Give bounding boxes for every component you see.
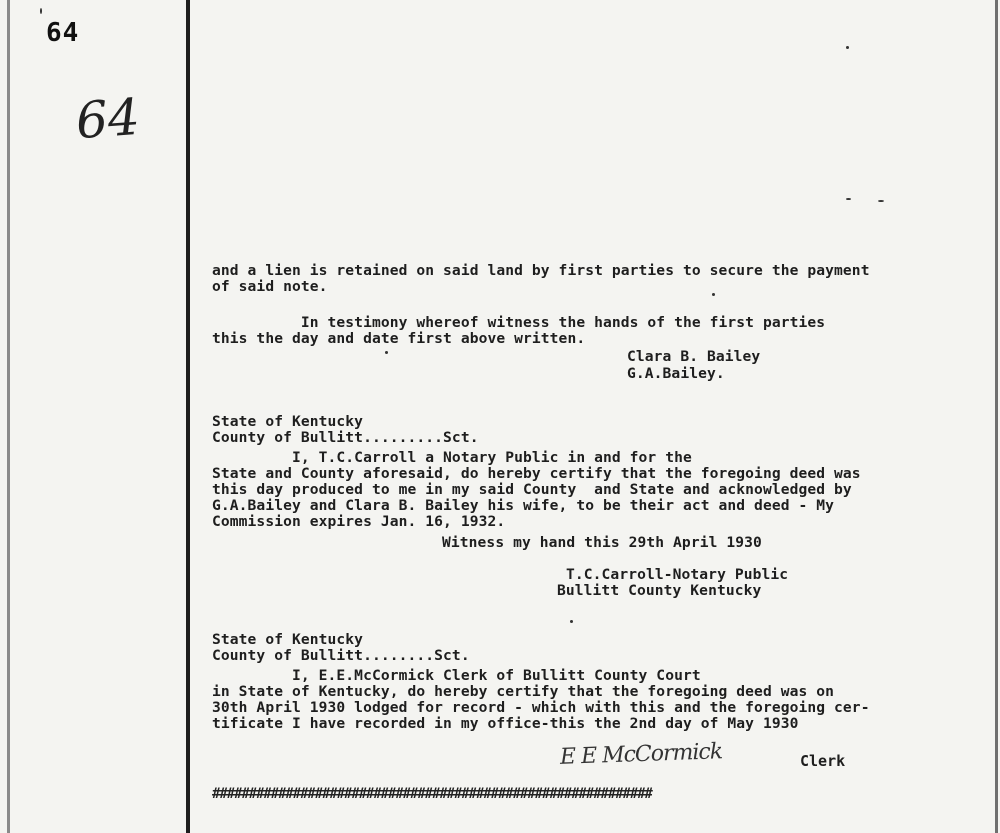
scan-speck — [846, 46, 849, 49]
scan-speck — [385, 351, 388, 354]
handwritten-page-number: 64 — [74, 87, 142, 151]
ack-body-line-1: I, T.C.Carroll a Notary Public in and for the — [212, 449, 692, 466]
end-separator: ############################################################ — [212, 786, 652, 802]
ack-witness: Witness my hand this 29th April 1930 — [442, 534, 762, 551]
clerk-body-line-1: I, E.E.McCormick Clerk of Bullitt County Court — [212, 667, 701, 684]
scan-speck — [878, 200, 884, 202]
margin-rule — [186, 0, 190, 833]
page-edge-right — [995, 0, 998, 833]
ack-body-line-3: this day produced to me in my said County and State and acknowledged by — [212, 481, 852, 498]
scan-speck — [570, 620, 573, 623]
scan-speck — [712, 293, 715, 296]
notary-name: T.C.Carroll-Notary Public — [566, 566, 789, 583]
clerk-state: State of Kentucky — [212, 631, 364, 648]
signer-clara-bailey: Clara B. Bailey — [627, 348, 761, 365]
testimony-line-2: this the day and date first above written. — [212, 330, 586, 347]
clerk-signature: E E McCormick — [559, 739, 723, 770]
ack-county: County of Bullitt.........Sct. — [212, 429, 479, 446]
clerk-body-line-4: tificate I have recorded in my office-this the 2nd day of May 1930 — [212, 715, 799, 732]
clerk-body-line-3: 30th April 1930 lodged for record - which with this and the foregoing cer- — [212, 699, 870, 716]
signer-ga-bailey: G.A.Bailey. — [627, 365, 725, 382]
lien-line-1: and a lien is retained on said land by first parties to secure the payment — [212, 262, 870, 279]
scan-speck — [846, 198, 851, 200]
testimony-line-1: In testimony whereof witness the hands of the first parties — [212, 314, 826, 331]
clerk-title: Clerk — [800, 752, 846, 770]
lien-line-2: of said note. — [212, 278, 328, 295]
page-edge-left — [7, 0, 10, 833]
clerk-body-line-2: in State of Kentucky, do hereby certify that the foregoing deed was on — [212, 683, 835, 700]
ack-body-line-4: G.A.Bailey and Clara B. Bailey his wife, to be their act and deed - My — [212, 497, 835, 514]
scan-speck — [40, 8, 42, 14]
notary-county: Bullitt County Kentucky — [557, 582, 762, 599]
clerk-county: County of Bullitt........Sct. — [212, 647, 470, 664]
page-number: 64 — [46, 18, 80, 48]
ack-state: State of Kentucky — [212, 413, 364, 430]
ack-body-line-5: Commission expires Jan. 16, 1932. — [212, 513, 506, 530]
ack-body-line-2: State and County aforesaid, do hereby certify that the foregoing deed was — [212, 465, 861, 482]
